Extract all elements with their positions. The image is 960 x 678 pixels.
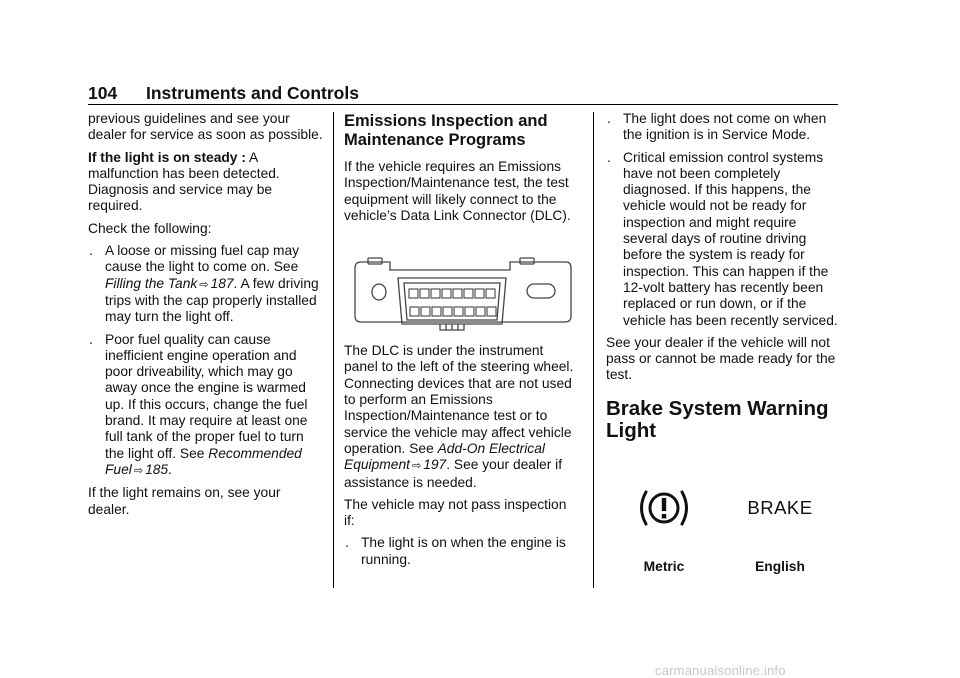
column-2 xyxy=(344,111,580,574)
link-add-on-electrical-equipment[interactable]: Add-On Electrical Equipment xyxy=(344,440,545,473)
page-ref-187[interactable]: 187 xyxy=(210,275,234,291)
dlc-text-end: . See your dealer if assistance is needed. xyxy=(344,457,563,490)
dlc-text: The DLC is under the instrument panel to the left of the steering wheel. Connecting devices that are not used to perform an Emissions Inspection/Maintenance test or to service the vehicle may affect vehicle operation. See xyxy=(344,343,574,456)
column-1 xyxy=(88,111,324,524)
bullet-marker: . xyxy=(607,149,611,165)
brake-warning-circle-exclamation-icon xyxy=(636,486,692,530)
bullet-text: The light does not come on when the ignition is in Service Mode. xyxy=(623,111,827,143)
link-recommended-fuel[interactable]: Recommended Fuel xyxy=(105,445,302,477)
page-reference-arrow-icon: ⇨ xyxy=(199,278,209,291)
check-following: Check the following: xyxy=(88,220,212,236)
paragraph-steady xyxy=(88,150,324,215)
paragraph-continued: previous guidelines and see your dealer for service as soon as possible. xyxy=(88,111,323,143)
bullet-text-end: . A few driving trips with the cap properly installed may turn the light off. xyxy=(105,275,319,325)
page-reference-arrow-icon: ⇨ xyxy=(411,460,422,473)
section-title: Instruments and Controls xyxy=(146,83,359,103)
page-ref-185[interactable]: 185 xyxy=(145,461,169,477)
paragraph-dlc xyxy=(344,343,580,491)
page-number: 104 xyxy=(88,83,118,103)
bullet-text: The light is on when the engine is running. xyxy=(361,535,566,567)
brake-english-symbol: BRAKE xyxy=(747,497,813,518)
section-heading-emissions: Emissions Inspection and Maintenance Programs xyxy=(344,112,548,149)
header-rule xyxy=(88,104,838,105)
page-reference-arrow-icon: ⇨ xyxy=(133,464,144,477)
list-item xyxy=(344,535,580,568)
list-item xyxy=(606,111,838,144)
bullet-marker: . xyxy=(345,535,349,551)
caption-english: English xyxy=(755,559,805,574)
bullet-marker: . xyxy=(607,111,611,126)
list-item xyxy=(606,150,838,329)
page-ref-197[interactable]: 197 xyxy=(423,457,447,473)
data-link-connector-illustration xyxy=(352,256,574,334)
paragraph-intro: If the vehicle requires an Emissions Inspection/Maintenance test, the test equipment will likely connect to the vehicle’s Data Link Connector (DLC). xyxy=(344,159,571,223)
column-3 xyxy=(606,111,838,442)
steady-text: A malfunction has been detected. Diagnosis and service may be required. xyxy=(88,149,280,214)
bullet-marker: . xyxy=(89,243,93,259)
caption-metric: Metric xyxy=(643,559,685,574)
paragraph-see-dealer: See your dealer if the vehicle will not pass or cannot be made ready for the test. xyxy=(606,334,836,383)
column-divider-1 xyxy=(333,112,334,588)
steady-label: If the light is on steady : xyxy=(88,149,246,165)
link-filling-the-tank[interactable]: Filling the Tank xyxy=(105,275,198,291)
bullet-marker: . xyxy=(89,331,93,347)
section-heading-brake: Brake System Warning Light xyxy=(606,396,829,442)
paragraph-may-not-pass: The vehicle may not pass inspection if: xyxy=(344,496,567,529)
bullet-text: A loose or missing fuel cap may cause the light to come on. See xyxy=(105,243,300,275)
watermark: carmanualsonline.info xyxy=(655,663,786,678)
column-divider-2 xyxy=(593,112,594,588)
bullet-text: Poor fuel quality can cause inefficient engine operation and poor driveability, which may go away once the engine is warmed up. If this occurs, change the fuel brand. It may require at least one full tank of the proper fuel to turn the light off. See xyxy=(105,331,308,461)
bullet-text-end: . xyxy=(168,461,172,477)
list-item xyxy=(88,332,324,480)
list-item xyxy=(88,243,324,325)
page-header xyxy=(88,82,838,104)
bullet-text: Critical emission control systems have not been completely diagnosed. If this happens, the vehicle would not be ready for inspection and might require several days of routine driving before the system is ready for inspection. This can happen if the 12-volt battery has recently been replaced or run down, or if the vehicle has been recently serviced. xyxy=(623,149,838,328)
paragraph-remains-on: If the light remains on, see your dealer. xyxy=(88,485,281,517)
